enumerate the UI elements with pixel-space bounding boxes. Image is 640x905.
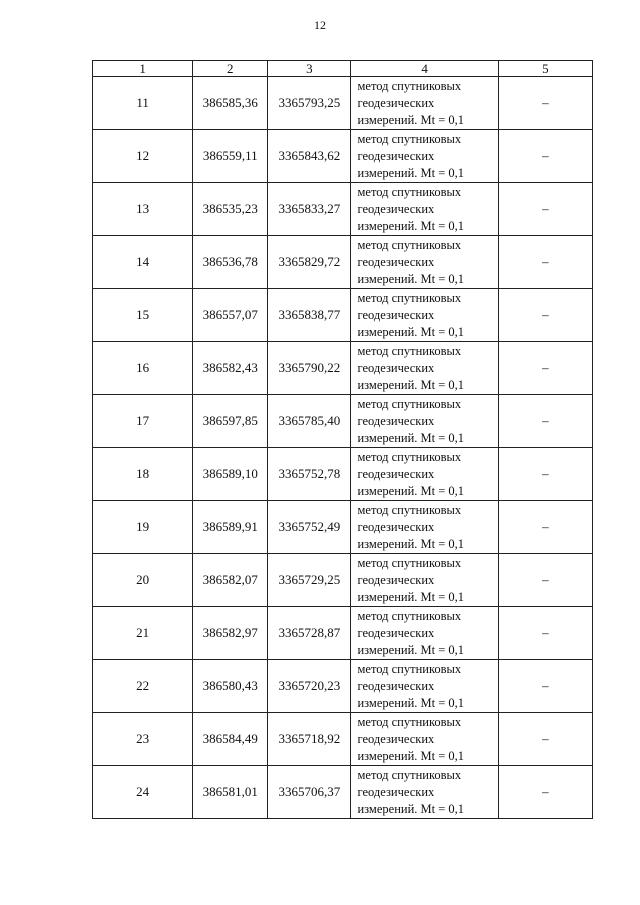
method-line: метод спутниковых (357, 608, 462, 623)
note-cell: – (498, 77, 592, 130)
page-number: 12 (314, 18, 326, 32)
point-number-cell: 18 (93, 448, 193, 501)
method-line: метод спутниковых (357, 237, 462, 252)
method-line: геодезических (357, 307, 435, 322)
method-cell (351, 660, 498, 713)
coordinate-y-cell: 3365729,25 (268, 554, 351, 607)
coordinate-y-cell: 3365752,78 (268, 448, 351, 501)
header-col-4: 4 (351, 61, 498, 77)
method-line: измерений. Mt = 0,1 (357, 377, 465, 392)
method-line: измерений. Mt = 0,1 (357, 695, 465, 710)
method-cell (351, 77, 498, 130)
point-number-cell: 19 (93, 501, 193, 554)
point-number-cell: 16 (93, 342, 193, 395)
point-number-cell: 14 (93, 236, 193, 289)
method-cell (351, 766, 498, 819)
method-line: метод спутниковых (357, 290, 462, 305)
method-line: метод спутниковых (357, 343, 462, 358)
coordinate-y-cell: 3365752,49 (268, 501, 351, 554)
table-row (93, 130, 593, 183)
method-line: геодезических (357, 466, 435, 481)
coordinate-x-cell: 386582,43 (193, 342, 268, 395)
method-line: геодезических (357, 678, 435, 693)
method-line: метод спутниковых (357, 502, 462, 517)
method-line: метод спутниковых (357, 184, 462, 199)
table-row (93, 554, 593, 607)
method-cell (351, 395, 498, 448)
method-line: геодезических (357, 360, 435, 375)
header-col-2: 2 (193, 61, 268, 77)
method-line: измерений. Mt = 0,1 (357, 642, 465, 657)
method-line: измерений. Mt = 0,1 (357, 801, 465, 816)
method-line: метод спутниковых (357, 449, 462, 464)
note-cell: – (498, 342, 592, 395)
method-line: измерений. Mt = 0,1 (357, 536, 465, 551)
coordinate-x-cell: 386589,91 (193, 501, 268, 554)
method-cell (351, 448, 498, 501)
table-body (93, 77, 593, 819)
header-col-5: 5 (498, 61, 592, 77)
table-row (93, 660, 593, 713)
method-line: метод спутниковых (357, 555, 462, 570)
method-line: метод спутниковых (357, 131, 462, 146)
point-number-cell: 13 (93, 183, 193, 236)
header-col-1: 1 (93, 61, 193, 77)
table-row (93, 448, 593, 501)
method-line: метод спутниковых (357, 767, 462, 782)
method-line: измерений. Mt = 0,1 (357, 589, 465, 604)
coordinate-x-cell: 386582,97 (193, 607, 268, 660)
method-line: измерений. Mt = 0,1 (357, 271, 465, 286)
method-line: геодезических (357, 254, 435, 269)
note-cell: – (498, 501, 592, 554)
method-line: геодезических (357, 413, 435, 428)
table-row (93, 236, 593, 289)
method-line: геодезических (357, 625, 435, 640)
method-line: геодезических (357, 201, 435, 216)
coordinate-y-cell: 3365728,87 (268, 607, 351, 660)
table-row (93, 289, 593, 342)
method-line: метод спутниковых (357, 78, 462, 93)
method-cell (351, 501, 498, 554)
method-cell (351, 713, 498, 766)
coordinate-y-cell: 3365790,22 (268, 342, 351, 395)
method-line: измерений. Mt = 0,1 (357, 748, 465, 763)
method-line: метод спутниковых (357, 714, 462, 729)
point-number-cell: 23 (93, 713, 193, 766)
coordinate-y-cell: 3365793,25 (268, 77, 351, 130)
coordinate-x-cell: 386582,07 (193, 554, 268, 607)
method-cell (351, 289, 498, 342)
point-number-cell: 12 (93, 130, 193, 183)
coordinate-y-cell: 3365706,37 (268, 766, 351, 819)
table-row (93, 713, 593, 766)
note-cell: – (498, 289, 592, 342)
coordinate-y-cell: 3365833,27 (268, 183, 351, 236)
note-cell: – (498, 183, 592, 236)
method-line: измерений. Mt = 0,1 (357, 324, 465, 339)
method-cell (351, 130, 498, 183)
note-cell: – (498, 660, 592, 713)
method-line: измерений. Mt = 0,1 (357, 165, 465, 180)
header-col-3: 3 (268, 61, 351, 77)
table-row (93, 395, 593, 448)
method-cell (351, 342, 498, 395)
method-line: геодезических (357, 572, 435, 587)
coordinate-y-cell: 3365718,92 (268, 713, 351, 766)
point-number-cell: 21 (93, 607, 193, 660)
coordinate-x-cell: 386557,07 (193, 289, 268, 342)
table-row (93, 342, 593, 395)
point-number-cell: 17 (93, 395, 193, 448)
coordinates-table (92, 60, 593, 819)
note-cell: – (498, 448, 592, 501)
note-cell: – (498, 607, 592, 660)
method-line: измерений. Mt = 0,1 (357, 218, 465, 233)
table-row (93, 766, 593, 819)
table-header-row (93, 61, 593, 77)
coordinate-x-cell: 386559,11 (193, 130, 268, 183)
coordinate-y-cell: 3365720,23 (268, 660, 351, 713)
point-number-cell: 15 (93, 289, 193, 342)
note-cell: – (498, 766, 592, 819)
table-row (93, 607, 593, 660)
method-line: геодезических (357, 519, 435, 534)
method-line: геодезических (357, 731, 435, 746)
method-cell (351, 607, 498, 660)
method-line: геодезических (357, 95, 435, 110)
coordinate-x-cell: 386597,85 (193, 395, 268, 448)
coordinate-x-cell: 386535,23 (193, 183, 268, 236)
method-line: измерений. Mt = 0,1 (357, 430, 465, 445)
method-cell (351, 183, 498, 236)
method-line: метод спутниковых (357, 396, 462, 411)
table-row (93, 183, 593, 236)
coordinate-x-cell: 386580,43 (193, 660, 268, 713)
method-cell (351, 554, 498, 607)
coordinate-y-cell: 3365829,72 (268, 236, 351, 289)
coordinate-y-cell: 3365785,40 (268, 395, 351, 448)
coordinate-x-cell: 386581,01 (193, 766, 268, 819)
coordinate-y-cell: 3365838,77 (268, 289, 351, 342)
note-cell: – (498, 554, 592, 607)
note-cell: – (498, 395, 592, 448)
method-line: метод спутниковых (357, 661, 462, 676)
point-number-cell: 11 (93, 77, 193, 130)
method-line: геодезических (357, 148, 435, 163)
coordinate-x-cell: 386585,36 (193, 77, 268, 130)
coordinate-y-cell: 3365843,62 (268, 130, 351, 183)
method-cell (351, 236, 498, 289)
note-cell: – (498, 713, 592, 766)
method-line: измерений. Mt = 0,1 (357, 483, 465, 498)
note-cell: – (498, 130, 592, 183)
table-row (93, 501, 593, 554)
method-line: измерений. Mt = 0,1 (357, 112, 465, 127)
coordinate-x-cell: 386584,49 (193, 713, 268, 766)
method-line: геодезических (357, 784, 435, 799)
coordinate-x-cell: 386589,10 (193, 448, 268, 501)
point-number-cell: 20 (93, 554, 193, 607)
point-number-cell: 24 (93, 766, 193, 819)
coordinate-x-cell: 386536,78 (193, 236, 268, 289)
point-number-cell: 22 (93, 660, 193, 713)
table-row (93, 77, 593, 130)
note-cell: – (498, 236, 592, 289)
